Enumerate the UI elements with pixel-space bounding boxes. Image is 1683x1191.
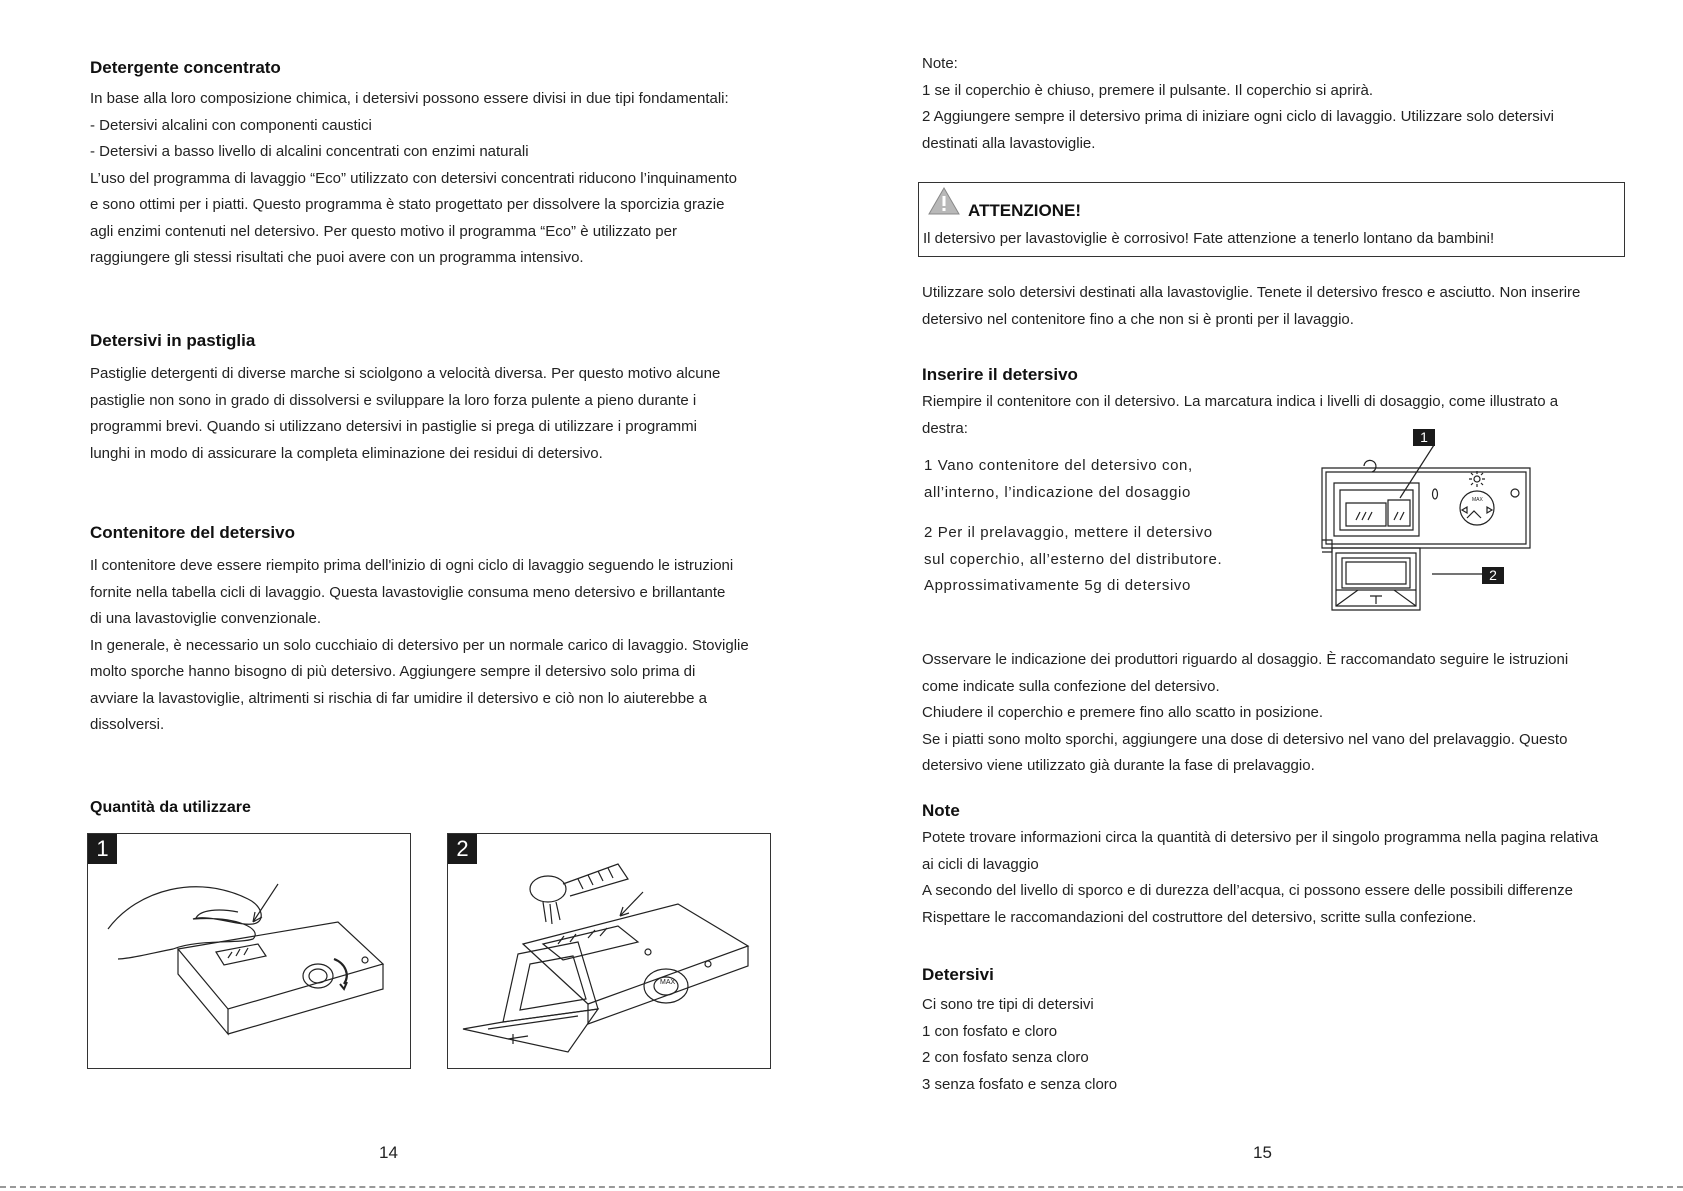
text-line: L’uso del programma di lavaggio “Eco” utilizzato con detersivi concentrati riducono l’inquinamento — [90, 169, 738, 187]
heading-detergente-concentrato: Detergente concentrato — [90, 58, 281, 77]
text-line: dissolversi. — [90, 716, 165, 733]
text-line: 1 se il coperchio è chiuso, premere il pulsante. Il coperchio si aprirà. — [922, 81, 1374, 99]
dispenser-line-drawing — [1312, 428, 1532, 620]
warning-title: ATTENZIONE! — [968, 201, 1082, 220]
paragraph-contenitore-del-detersivo — [90, 553, 749, 739]
text-line: e sono ottimi per i piatti. Questo programma è stato progettato per dissolvere la sporcizia grazie — [90, 196, 725, 213]
text-line: sul coperchio, all’esterno del distributore. — [924, 550, 1223, 568]
text-line: In generale, è necessario un solo cucchiaio di detersivo per un normale carico di lavaggio. Stoviglie — [90, 636, 749, 654]
dispenser-item-2 — [924, 520, 1222, 600]
text-line: Rispettare le raccomandazioni del costruttore del detersivo, scritte sulla confezione. — [922, 908, 1477, 926]
text-line: - Detersivi alcalini con componenti caustici — [90, 116, 372, 134]
text-line: pastiglie non sono in grado di dissolversi e sviluppare la loro forza pulente a pieno durante i — [90, 391, 697, 409]
text-line: 2 Aggiungere sempre il detersivo prima di iniziare ogni ciclo di lavaggio. Utilizzare solo detersivi — [922, 108, 1554, 125]
text-line: Chiudere il coperchio e premere fino allo scatto in posizione. — [922, 704, 1324, 721]
figure-number-badge: 1 — [88, 834, 117, 864]
paragraph-detersivi — [922, 992, 1117, 1098]
hand-dispenser-illustration — [88, 834, 410, 1068]
warning-triangle-icon — [927, 186, 961, 216]
text-line: A secondo del livello di sporco e di durezza dell’acqua, ci possono essere delle possibili differenze — [922, 882, 1573, 899]
paragraph-detersivi-in-pastiglia — [90, 361, 720, 467]
warning-box — [918, 182, 1625, 257]
text-line: - Detersivi a basso livello di alcalini concentrati con enzimi naturali — [90, 143, 529, 160]
text-line: programmi brevi. Quando si utilizzano detersivi in pastiglie si prega di utilizzare i programmi — [90, 418, 697, 435]
text-line: avviare la lavastoviglie, altrimenti si rischia di far umidire il detersivo e ciò non lo aiuterebbe a — [90, 689, 707, 707]
paragraph-detergente-concentrato — [90, 86, 737, 272]
text-line: Potete trovare informazioni circa la quantità di detersivo per il singolo programma nella pagina relativa — [922, 829, 1599, 846]
heading-contenitore-del-detersivo: Contenitore del detersivo — [90, 523, 295, 542]
diagram-label-2: 2 — [1482, 567, 1504, 584]
text-line: Osservare le indicazione dei produttori riguardo al dosaggio. È raccomandato seguire le istruzioni — [922, 651, 1569, 668]
dial-max-label: MAX — [1472, 497, 1483, 503]
page-bottom-border — [0, 1186, 1683, 1188]
page-number-right: 15 — [1253, 1143, 1272, 1162]
page-number-left: 14 — [379, 1143, 398, 1162]
text-line: molto sporche hanno bisogno di più detersivo. Aggiungere sempre il detersivo solo prima di — [90, 663, 696, 680]
text-line: all’interno, l’indicazione del dosaggio — [924, 483, 1191, 501]
text-line: lunghi in modo di assicurare la completa eliminazione dei residui di detersivo. — [90, 444, 603, 462]
heading-detersivi: Detersivi — [922, 965, 994, 984]
text-line: Riempire il contenitore con il detersivo. La marcatura indica i livelli di dosaggio, come illustrato a — [922, 393, 1559, 410]
heading-inserire-il-detersivo: Inserire il detersivo — [922, 365, 1078, 384]
figure-number-badge: 2 — [448, 834, 477, 864]
usage-paragraph — [922, 280, 1580, 333]
warning-text: Il detersivo per lavastoviglie è corrosivo! Fate attenzione a tenerlo lontano da bambini! — [923, 230, 1495, 247]
dispenser-item-1 — [924, 453, 1193, 506]
figure-1-hand-pressing-dispenser — [87, 833, 411, 1069]
text-line: come indicate sulla confezione del detersivo. — [922, 677, 1220, 695]
heading-detersivi-in-pastiglia: Detersivi in pastiglia — [90, 331, 256, 350]
text-line: In base alla loro composizione chimica, i detersivi possono essere divisi in due tipi fondamentali: — [90, 90, 729, 107]
text-line: 3 senza fosfato e senza cloro — [922, 1075, 1118, 1093]
text-line: detersivo nel contenitore fino a che non si è pronti per il lavaggio. — [922, 310, 1354, 328]
text-line: Se i piatti sono molto sporchi, aggiungere una dose di detersivo nel vano del prelavaggio. Questo — [922, 730, 1568, 748]
text-line: detersivo viene utilizzato già durante la fase di prelavaggio. — [922, 757, 1315, 774]
note-intro-title: Note: — [922, 55, 958, 72]
text-line: destinati alla lavastoviglie. — [922, 134, 1096, 152]
text-line: fornite nella tabella cicli di lavaggio. Questa lavastoviglie consuma meno detersivo e brillantante — [90, 583, 726, 601]
text-line: Il contenitore deve essere riempito prima dell'inizio di ogni ciclo di lavaggio seguendo le istruzioni — [90, 557, 734, 574]
open-dispenser-illustration — [448, 834, 770, 1068]
text-line: Approssimativamente 5g di detersivo — [924, 577, 1191, 594]
heading-quantita-da-utilizzare: Quantità da utilizzare — [90, 799, 251, 816]
text-line: 1 con fosfato e cloro — [922, 1022, 1058, 1040]
note-intro-block — [922, 51, 1554, 157]
heading-note: Note — [922, 801, 960, 820]
text-line: Ci sono tre tipi di detersivi — [922, 996, 1094, 1013]
figure-2-open-dispenser — [447, 833, 771, 1069]
text-line: 1 Vano contenitore del detersivo con, — [924, 457, 1193, 474]
text-line: 2 Per il prelavaggio, mettere il detersivo — [924, 524, 1213, 541]
text-line: Utilizzare solo detersivi destinati alla lavastoviglie. Tenete il detersivo fresco e asciutto. Non inserire — [922, 284, 1581, 301]
paragraph-note — [922, 825, 1598, 931]
dial-max-label: MAX — [660, 979, 676, 986]
paragraph-osservare — [922, 647, 1568, 780]
text-line: agli enzimi contenuti nel detersivo. Per questo motivo il programma “Eco” è utilizzato per — [90, 222, 677, 240]
text-line: Pastiglie detergenti di diverse marche si sciolgono a velocità diversa. Per questo motivo alcune — [90, 365, 721, 382]
text-line: di una lavastoviglie convenzionale. — [90, 610, 321, 627]
text-line: raggiungere gli stessi risultati che puoi avere con un programma intensivo. — [90, 249, 584, 266]
text-line: destra: — [922, 419, 968, 437]
dispenser-diagram — [1312, 428, 1532, 620]
text-line: 2 con fosfato senza cloro — [922, 1049, 1089, 1066]
text-line: ai cicli di lavaggio — [922, 855, 1039, 873]
diagram-label-1: 1 — [1413, 429, 1435, 446]
